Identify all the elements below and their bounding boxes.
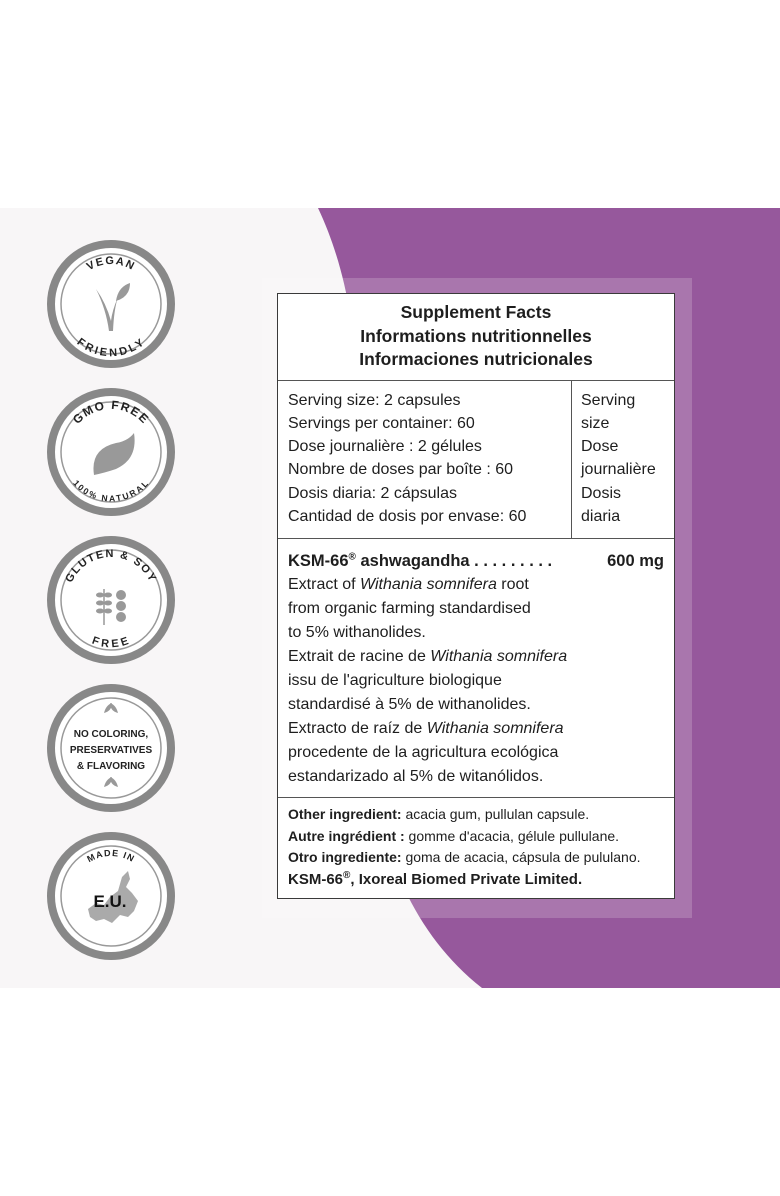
desc-line: estandarizado al 5% de witanólidos.: [288, 768, 544, 786]
ingredient-row: [288, 549, 664, 573]
ingredient-amount: 600 mg: [607, 552, 664, 571]
vegan-friendly-badge: [46, 239, 176, 369]
desc-line: to 5% withanolides.: [288, 624, 426, 642]
facts-title-fr: Informations nutritionnelles: [360, 325, 592, 346]
made-in-eu-badge: [46, 831, 176, 961]
serving-header-line: Dosis: [581, 484, 622, 502]
svg-text:GMO FREE: GMO FREE: [69, 397, 153, 427]
other-ingredient-fr: Autre ingrédient : gomme d'acacia, gélule pullulane.: [288, 827, 620, 844]
desc-line: issu de l'agriculture biologique: [288, 672, 502, 690]
serving-info-left: [278, 381, 572, 539]
svg-text:GLUTEN & SOY: GLUTEN & SOY: [63, 547, 159, 585]
serving-header-line: Serving: [581, 391, 636, 409]
serving-header-line: Dose: [581, 438, 619, 456]
serving-info: [278, 381, 674, 540]
svg-text:E.U.: E.U.: [93, 892, 127, 911]
svg-text:100% NATURAL: 100% NATURAL: [71, 477, 151, 504]
serving-line: Cantidad de dosis por envase: 60: [288, 507, 527, 525]
facts-title-es: Informaciones nutricionales: [359, 349, 593, 369]
no-coloring-badge: [46, 683, 176, 813]
desc-line: procedente de la agricultura ecológica: [288, 744, 559, 762]
svg-text:PRESERVATIVES: PRESERVATIVES: [69, 745, 153, 756]
active-ingredient: [278, 539, 674, 798]
desc-line: Extract of Withania somnifera root: [288, 576, 529, 594]
desc-line: Extrait de racine de Withania somnifera: [288, 648, 568, 666]
serving-line: Dose journalière : 2 gélules: [288, 438, 482, 456]
other-ingredient-en: Other ingredient: acacia gum, pullulan capsule.: [288, 806, 590, 823]
desc-line: from organic farming standardised: [288, 600, 531, 618]
supplement-facts-table: [277, 293, 675, 899]
facts-header: [278, 294, 674, 381]
serving-line: Servings per container: 60: [288, 414, 475, 432]
svg-text:VEGAN: VEGAN: [84, 254, 138, 274]
other-ingredients: [278, 798, 674, 898]
svg-text:NO COLORING,: NO COLORING,: [73, 729, 149, 740]
ingredient-name: KSM-66® ashwagandha . . . . . . . . .: [288, 551, 553, 571]
serving-line: Serving size: 2 capsules: [288, 391, 461, 409]
svg-text:MADE IN: MADE IN: [85, 847, 137, 865]
serving-line: Dosis diaria: 2 cápsulas: [288, 484, 457, 502]
serving-header-line: journalière: [581, 461, 656, 479]
desc-line: Extracto de raíz de Withania somnifera: [288, 720, 564, 738]
svg-text:FRIENDLY: FRIENDLY: [74, 336, 148, 360]
facts-title-en: Supplement Facts: [400, 302, 552, 322]
serving-header-line: size: [581, 414, 610, 432]
gluten-soy-free-badge: [46, 535, 176, 665]
serving-header-line: diaria: [581, 507, 621, 525]
other-ingredient-es: Otro ingrediente: goma de acacia, cápsula de pululano.: [288, 849, 641, 866]
gmo-free-badge: [46, 387, 176, 517]
desc-line: standardisé à 5% de withanolides.: [288, 696, 531, 714]
svg-text:FREE: FREE: [90, 634, 132, 651]
serving-line: Nombre de doses par boîte : 60: [288, 461, 514, 479]
svg-text:& FLAVORING: & FLAVORING: [76, 761, 146, 772]
serving-info-right: [572, 381, 674, 539]
trademark-notice: KSM-66®, Ixoreal Biomed Private Limited.: [288, 869, 583, 888]
